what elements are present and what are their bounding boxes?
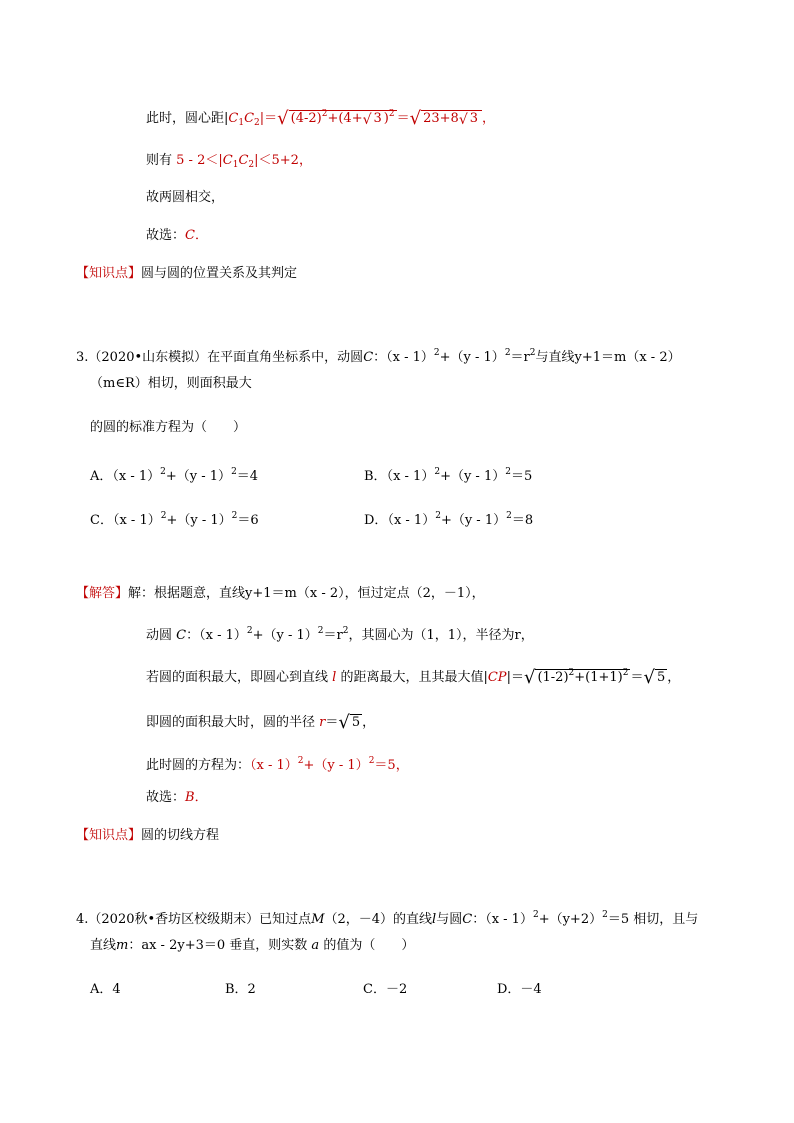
q4-stem-line1 [76,905,698,930]
q4-option-d [497,980,542,1000]
rad1-c: 3 [373,111,382,126]
opt-label: D． [364,513,388,528]
sup: 2 [246,626,253,636]
inner-sqrt: √ 3 [362,111,382,128]
q4-option-b [225,980,256,1000]
sub-1: 1 [238,118,245,128]
sup: 2 [160,467,166,477]
opt-mid: +（y - 1） [166,513,232,528]
q2-answer [146,226,208,246]
sup: 2 [529,348,536,358]
q3-circle-c: C [363,350,374,365]
q2-knowledge-point [76,264,297,284]
q3-solution-line6 [146,788,208,808]
kp-text: 圆的切线方程 [141,828,220,843]
q2-distance-line [146,104,495,133]
q4-number: 4. [76,912,89,927]
sol3-l: l [332,670,337,685]
opt-end: ＝6 [237,513,259,528]
sup: 2 [505,467,511,477]
sol2-d: ＝r [323,628,343,643]
q3-source: （2020•山东模拟） [88,350,208,365]
q4-stem2-c: 的值为（ ） [323,938,415,953]
opt-text: （x - 1） [386,469,435,484]
q4-var-a: a [311,938,320,953]
q4-stem-d: ：（x - 1） [472,912,533,927]
q3-number: 3. [76,350,89,365]
q4-opt-a-text: A．4 [90,982,121,997]
sup: 2 [602,910,608,920]
rad1-d: ) [383,111,389,126]
sol4-five: 5 [351,715,361,730]
dist-eq: |＝ [259,111,278,126]
eq2: ＝ [396,111,410,126]
q4-source: （2020秋•香坊区校级期末） [88,912,260,927]
sol4-a: 即圆的面积最大时，圆的半径 [146,715,316,730]
q3-stem-2: （m∈R）相切，则面积最大 [90,376,252,391]
sol6-b: B [185,790,195,805]
opt-end: ＝4 [236,469,259,484]
sol6-c: ． [194,790,208,805]
opt-text: （x - 1） [112,469,161,484]
kp-label: 【知识点】 [76,266,142,281]
q3-option-b [364,462,532,487]
sup: 2 [342,626,349,636]
q4-opt-b-text: B．2 [225,982,256,997]
q4-circle-c: C [462,912,473,927]
sol-label: 【解答】 [76,586,129,601]
sol5-a: 此时圆的方程为： [146,758,251,773]
q4-stem-b: （2，－4）的直线 [324,912,433,927]
sol2-cc: +（y - 1） [252,628,318,643]
answer-end: ． [194,228,208,243]
q4-line-m: m [116,938,129,953]
sol5-b: （x - 1） [250,758,298,773]
q3-option-c [90,506,259,531]
sup: 2 [231,511,238,521]
q3-solution-line3 [146,663,680,688]
q3-option-d [364,506,533,531]
sol2-c: C [176,628,187,643]
q3-stem-line3 [90,418,246,438]
c1-symbol: C [228,111,239,126]
comma: ， [482,111,496,126]
q4-stem-c: 与圆 [436,912,463,927]
sol5-d: ＝5， [374,758,409,773]
opt-end: ＝8 [511,513,534,528]
q4-stem-line2 [90,936,414,956]
q4-stem-e: +（y+2） [538,912,603,927]
q2-conclusion [146,188,224,208]
sup: 2 [297,756,304,766]
q4-line-l: l [432,912,437,927]
q4-opt-d-text: D．－4 [497,982,542,997]
inner-sqrt-2: √ 3 [458,111,479,128]
opt-label: B． [364,469,387,484]
answer-value: C [185,228,195,243]
c2-symbol: C [244,111,255,126]
q3-solution-line4 [146,713,375,733]
opt-end: ＝5 [510,469,533,484]
q3-stem-3: 的圆的标准方程为（ ） [90,420,247,435]
opt-label: C． [90,513,113,528]
q3-stem-e: ＝r [510,350,530,365]
sup: 2 [504,348,511,358]
sol3-rad2: +(1+1) [574,670,623,685]
sol3-e: ， [667,670,681,685]
q3-option-a [90,462,258,487]
q3-stem-line1 [76,343,681,368]
sup: 2 [160,511,167,521]
sol3-cp: CP [487,670,507,685]
opt-text: （x - 1） [387,513,436,528]
sub-1b: 1 [232,160,239,170]
q4-option-a [90,980,121,1000]
answer-prefix: 故选： [146,228,186,243]
q4-point-m: M [311,912,325,927]
sqrt-expr-1: √ $(4-2)^2+(4+√$ 3 )$^2$ [277,108,395,129]
sup: 2 [532,910,539,920]
sup: 2 [622,668,629,678]
c2-sym: C [238,153,249,168]
q2-compare-line [146,151,312,175]
sol3-five: 5 [656,670,666,685]
q4-opt-c-text: C．－2 [363,982,408,997]
rad1-exp: 2 [321,109,328,119]
kp-text: 圆与圆的位置关系及其判定 [141,266,298,281]
sup: 2 [568,668,575,678]
q4-stem-a: 已知过点 [259,912,312,927]
sol3-b: 的距离最大，且其最大值| [340,670,488,685]
q4-stem-f: ＝5 相切，且与 [607,912,699,927]
q2-dist-prefix: 此时，圆心距| [146,111,229,126]
q3-solution-line5 [146,751,409,776]
rad1-b: +(4+ [327,111,363,126]
sqrt-expr-2: √ 23+8√ 3 [410,109,482,130]
sol2-b: ：（x - 1） [186,628,247,643]
rad2-a: 23+8 [423,111,459,126]
sol2-a: 动圆 [146,628,173,643]
q4-option-c [363,980,407,1000]
opt-mid: +（y - 1） [440,469,506,484]
q4-stem2-b: ：ax - 2y+3＝0 垂直，则实数 [128,938,308,953]
sup: 2 [317,626,324,636]
sup: 2 [368,756,375,766]
sol3-c: |＝ [506,670,524,685]
q3-knowledge-point [76,826,219,846]
q3-stem-a: 在平面直角坐标系中，动圆 [207,350,364,365]
sub-2: 2 [254,118,260,128]
q3-stem-d: +（y - 1） [439,350,505,365]
sup: 2 [434,467,441,477]
sol4-b: ＝ [325,715,339,730]
sqrt-5: √ 5 [643,667,666,688]
opt-mid: +（y - 1） [440,513,507,528]
q3-stem-b: ：（x - 1） [373,350,434,365]
opt-mid: +（y - 1） [165,469,232,484]
opt-text: （x - 1） [112,513,161,528]
q3-solution-line2 [146,621,534,646]
sub-2b: 2 [248,160,255,170]
sol3-d: ＝ [630,670,644,685]
sol1: 解：根据题意，直线y+1＝m（x - 2），恒过定点（2，－1）， [128,586,485,601]
q3-stem-line2 [90,374,252,394]
q3-stem-f: 与直线y+1＝m（x - 2） [535,350,681,365]
sup: 2 [433,348,440,358]
sol3-a: 若圆的面积最大，即圆心到直线 [146,670,329,685]
sol3-rad: (1-2) [537,670,569,685]
compare-mid: |＜5+2， [254,153,312,168]
q3-solution-line1 [76,584,485,604]
sup: 2 [231,467,237,477]
conclusion-text: 故两圆相交， [146,190,225,205]
rad1-a: (4-2) [290,111,322,126]
sqrt-5b: √ 5 [338,712,361,733]
sol4-c: ， [362,715,376,730]
compare-prefix: 则有 [146,153,173,168]
sup: 2 [506,511,512,521]
compare-val: 5 - 2＜| [176,153,223,168]
c1-sym: C [222,153,233,168]
opt-label: A． [90,469,113,484]
sqrt-expr-3: √ $(1-2)^2+(1+1)^2$ [523,667,629,688]
q4-stem2-a: 直线 [90,938,117,953]
sup: 2 [435,511,441,521]
sol2-e: ，其圆心为（1，1），半径为r， [348,628,534,643]
rad2-b: 3 [469,111,479,126]
sol6-a: 故选： [146,790,186,805]
sol4-r: r [319,715,326,730]
rad1-exp2: 2 [388,109,395,119]
sol5-c: +（y - 1） [303,758,369,773]
kp-label: 【知识点】 [76,828,142,843]
